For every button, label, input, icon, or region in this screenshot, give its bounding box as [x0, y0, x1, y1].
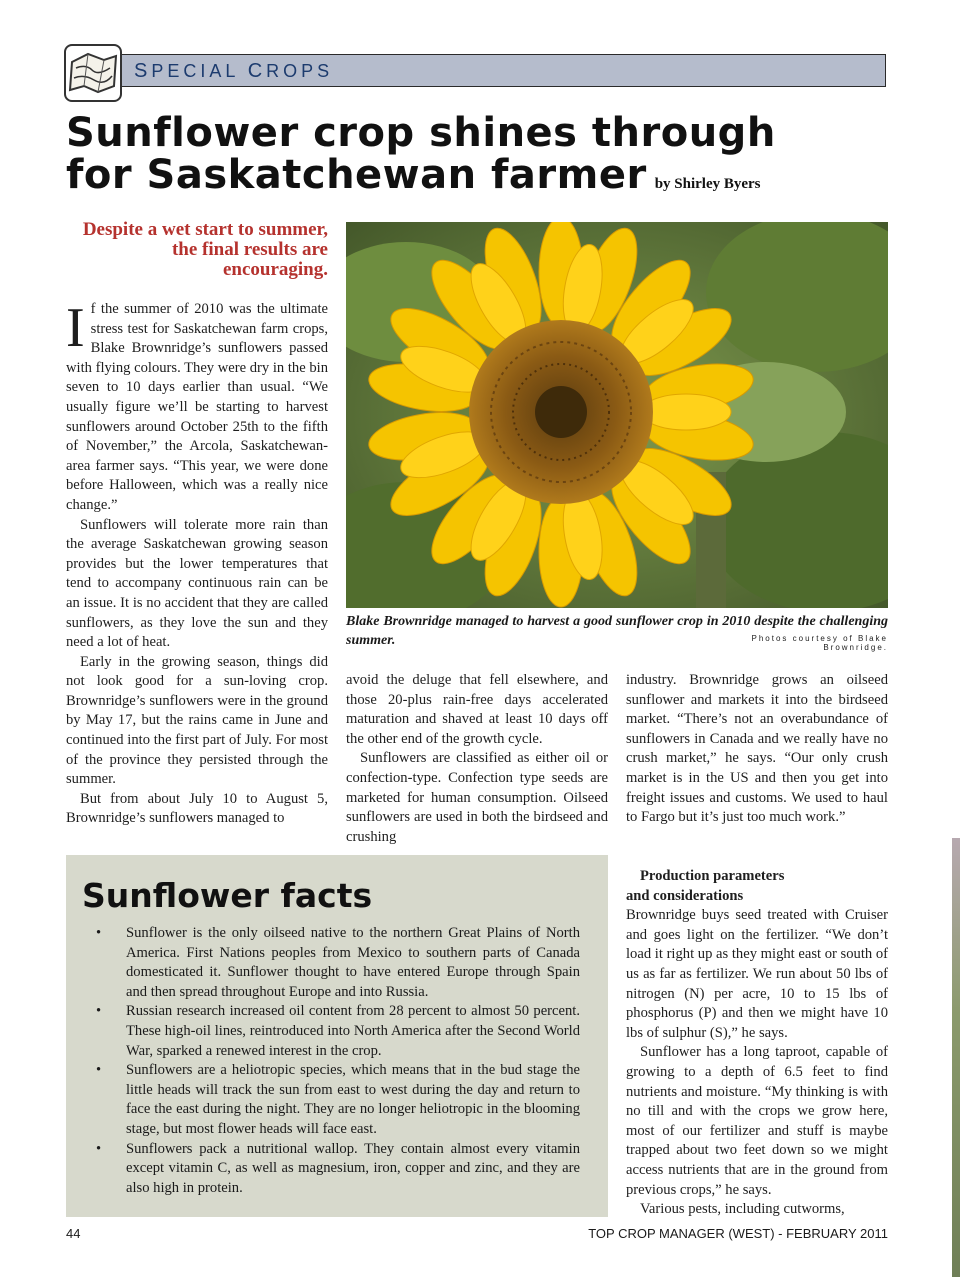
paragraph: Brownridge buys seed treated with Cruiser and goes light on the fertilizer. “We don’t load it right up as they might east or south of us as far as fertilizer. We run about 50 lbs of nitrogen (N) per acre, 10 to 15 lbs of phosphorus (P) and then we might have 10 lbs of sulphur (S),” he says. — [626, 907, 888, 1041]
deck: Despite a wet start to summer, the final results are encouraging. — [82, 219, 328, 280]
bullet-icon: • — [96, 1140, 102, 1157]
section-label: SPECIAL CROPS — [134, 60, 334, 82]
paragraph: If the summer of 2010 was the ultimate stress test for Saskatchewan farm crops, Blake Brownridge’s sunflowers passed with flying colours. They were dry in the bin seven to 10 days earlier than usual. “We usually figure we’ll be starting to harvest sunflowers around October 25th to the fifth of November,” the Arcola, Saskatchewan-area farmer says. “This year, we were done before Halloween, which was a really nice change.” — [66, 297, 328, 513]
byline: by Shirley Byers — [654, 176, 761, 192]
drop-cap: I — [66, 297, 85, 359]
headline-line-2: for Saskatchewan farmer by Shirley Byers — [66, 152, 761, 198]
photo-caption: Blake Brownridge managed to harvest a good sunflower crop in 2010 despite the challenging summer. — [346, 614, 888, 648]
paragraph: industry. Brownridge grows an oilseed sunflower and markets it into the birdseed market. “There’s not an overabundance of sunflowers in Canada and we really have no crush market,” he says. “Our only crush market is in the US and then you get into freight issues and customs. We used to haul to Fargo but it’s just too much work.” — [626, 672, 888, 826]
body-column-2 — [346, 671, 608, 847]
paragraph: Various pests, including cutworms, — [640, 1201, 845, 1218]
map-logo-icon — [64, 44, 122, 102]
sunflower-photo — [346, 222, 888, 608]
paragraph: Sunflower has a long taproot, capable of growing to a depth of 6.5 feet to find nutrients and moisture. “My thinking is with no till and with the crops we grow here, most of our fertilizer and stuff is maybe trapped about two feet down so we might access nutrients that are in the ground from previous crops,” he says. — [626, 1044, 888, 1198]
bullet-icon: • — [96, 1003, 102, 1020]
subhead: Production parameters and considerations — [626, 868, 785, 904]
photo-credit: Photos courtesy of Blake Brownridge. — [751, 634, 888, 652]
page-edge-strip — [952, 838, 960, 1277]
paragraph: Sunflowers will tolerate more rain than the average Saskatchewan growing season provides but the lower temperatures that tend to accompany continuous rain can be an issue. It is no accident that they are called sunflowers, as they love the sun and they need a lot of heat. — [66, 516, 328, 651]
bullet-icon: • — [96, 1062, 102, 1079]
list-item: • Sunflowers pack a nutritional wallop. They contain almost every vitamin except vitamin C, as well as magnesium, iron, copper and zinc, and they are also high in protein. — [96, 1140, 580, 1196]
paragraph: Sunflowers are classified as either oil or confection-type. Confection type seeds are marketed for human consumption. Oilseed sunflowers are used in both the birdseed and crushing — [346, 750, 608, 845]
publication-footer: TOP CROP MANAGER (WEST) - FEBRUARY 2011 — [588, 1226, 888, 1241]
facts-title: Sunflower facts — [82, 876, 373, 915]
page-number: 44 — [66, 1226, 81, 1241]
list-item: • Russian research increased oil content from 28 percent to almost 50 percent. These high-oil lines, reintroduced into North America after the Second World War, sparked a renewed interest in the crop. — [96, 1003, 580, 1059]
body-column-1 — [66, 297, 328, 829]
headline-line-1: Sunflower crop shines through — [66, 110, 776, 156]
list-item: • Sunflower is the only oilseed native to the northern Great Plains of North America. First Nations peoples from Mexico to southern parts of Canada domesticated it. Sunflower thought to have entered Europe through Spain and then spread throughout Europe and into Russia. — [96, 925, 580, 1000]
list-item: • Sunflowers are a heliotropic species, which means that in the bud stage the little heads will track the sun from east to west during the day and return to face the east during the night. They are no longer heliotropic in the blooming stage, but most flower heads will face east. — [96, 1062, 580, 1137]
bullet-icon: • — [96, 925, 102, 941]
paragraph: avoid the deluge that fell elsewhere, and those 20-plus rain-free days accelerated maturation and shaved at least 10 days off the other end of the growth cycle. — [346, 672, 608, 747]
paragraph: Early in the growing season, things did not look good for a sun-loving crop. Brownridge’s sunflowers were in the ground by May 17, but the rains came in June and continued into the first part of July. For most of the province they persisted through the summer. — [66, 653, 328, 788]
paragraph: But from about July 10 to August 5, Brownridge’s sunflowers managed to — [66, 790, 328, 827]
facts-list — [96, 924, 580, 1198]
body-column-3-continued — [626, 867, 888, 1220]
body-column-3 — [626, 671, 888, 828]
headline — [66, 112, 926, 205]
